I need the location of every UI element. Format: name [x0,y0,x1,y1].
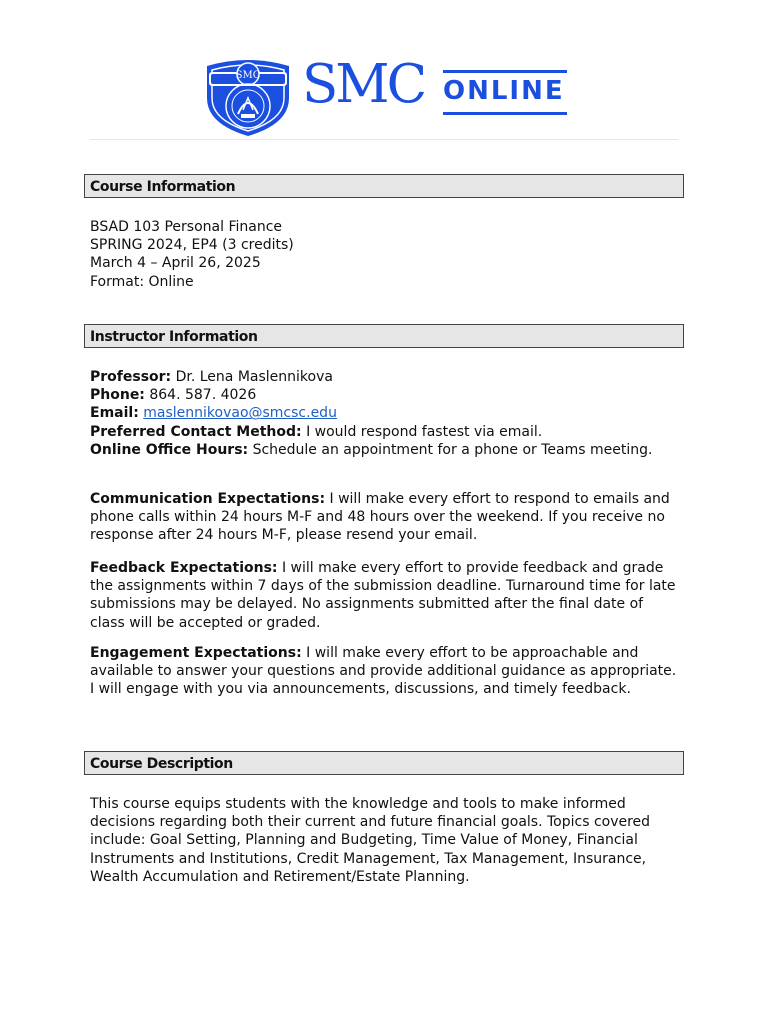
contact-method-label: Preferred Contact Method: [90,423,302,440]
engagement-label: Engagement Expectations: [90,645,302,661]
feedback-value: I will make every effort to provide feedback and grade the assignments within 7 days of the submission deadline. Turnaround time for late submissions may be delayed. No assignments submitted after the final date of class will be accepted or graded. [90,560,676,631]
course-description-heading: Course Description [84,751,684,775]
online-top-rule [443,70,567,73]
engagement-value: I will make every effort to be approachable and available to answer your questions and provide additional guidance as appropriate. I will engage with you via announcements, discussions, and timely feedback. [90,645,677,698]
header-divider [90,139,678,140]
svg-text:SMC: SMC [235,70,261,81]
feedback-label: Feedback Expectations: [90,560,278,576]
course-format: Format: Online [90,273,194,290]
course-title: BSAD 103 Personal Finance [90,219,283,235]
feedback-expectations [90,559,680,632]
office-hours-value: Schedule an appointment for a phone or Teams meeting. [248,441,653,458]
professor-label: Professor: [90,369,172,385]
course-description-text: This course equips students with the knowledge and tools to make informed decisions regarding both their current and future financial goals. Topics covered include: Goal Setting, Planning and Budgeting, Time Value of Money, Financial Instruments and Institutions, Credit Management, Tax Management, Insurance, Wealth Accumulation and Retirement/Estate Planning. [90,796,651,885]
course-information-heading: Course Information [84,174,684,198]
professor-line [90,368,680,386]
online-wordmark: ONLINE [443,76,565,106]
email-label: Email: [90,405,139,422]
course-description-block [90,795,680,886]
email-link[interactable]: maslennikovao@smcsc.edu [143,405,337,422]
course-term: SPRING 2024, EP4 (3 credits) [90,237,294,254]
online-bottom-rule [443,112,567,115]
instructor-information-block [90,368,680,459]
professor-value: Dr. Lena Maslennikova [171,369,333,385]
instructor-information-heading: Instructor Information [84,324,684,348]
brand-wordmark: SMC [302,54,425,115]
communication-label: Communication Expectations: [90,491,326,507]
office-hours-line [90,441,680,459]
contact-method-value: I would respond fastest via email. [301,423,543,440]
communication-value: I will make every effort to respond to emails and phone calls within 24 hours M-F and 48 hours over the weekend. If you receive no response after 24 hours M-F, please resend your email. [90,491,670,544]
smc-seal-logo [201,52,295,138]
page-header [0,46,768,142]
office-hours-label: Online Office Hours: [90,441,249,458]
phone-value: 864. 587. 4026 [144,387,257,404]
communication-expectations [90,490,680,545]
email-line [90,404,680,422]
phone-line [90,386,680,404]
phone-label: Phone: [90,387,145,404]
course-dates: March 4 – April 26, 2025 [90,255,261,272]
contact-method-line [90,423,680,441]
course-information-block [90,218,680,291]
engagement-expectations [90,644,680,699]
